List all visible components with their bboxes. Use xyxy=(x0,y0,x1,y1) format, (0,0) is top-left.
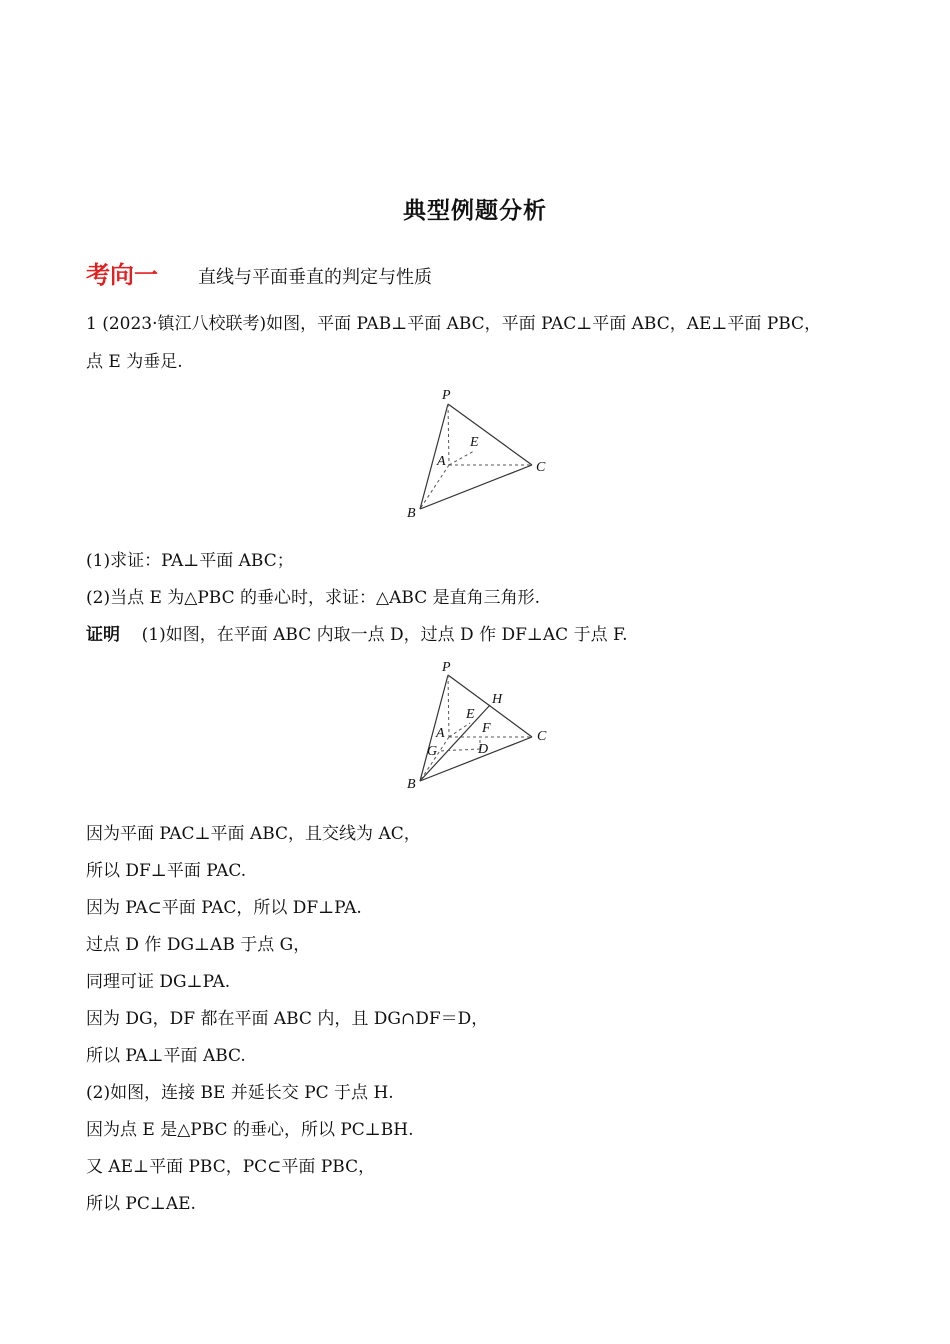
proof-line: 因为点 E 是△PBC 的垂心，所以 PC⊥BH. xyxy=(86,1120,414,1140)
label-A: A xyxy=(437,454,446,469)
proof-line: 所以 PA⊥平面 ABC. xyxy=(86,1046,246,1066)
label-P: P xyxy=(442,660,451,675)
edge-PA xyxy=(448,675,449,737)
label-F: F xyxy=(482,721,491,736)
proof-line: 所以 DF⊥平面 PAC. xyxy=(86,861,247,881)
proof-line: 因为 PA⊂平面 PAC，所以 DF⊥PA. xyxy=(86,898,362,918)
edge-AB xyxy=(420,465,449,509)
segment-DG xyxy=(438,749,480,751)
section-label: 考向一 xyxy=(86,261,158,289)
section-topic: 直线与平面垂直的判定与性质 xyxy=(198,267,432,288)
label-B: B xyxy=(407,506,416,521)
edge-PC xyxy=(448,404,532,465)
label-D: D xyxy=(478,742,489,757)
problem-line-1: 1 (2023·镇江八校联考)如图，平面 PAB⊥平面 ABC，平面 PAC⊥平面 ABC，AE⊥平面 PBC， xyxy=(86,314,822,334)
proof-label: 证明 xyxy=(86,625,120,645)
section-header xyxy=(86,255,586,291)
label-G: G xyxy=(427,744,438,759)
label-E: E xyxy=(470,435,479,450)
proof-line: (2)如图，连接 BE 并延长交 PC 于点 H. xyxy=(86,1083,394,1103)
label-C: C xyxy=(536,460,546,475)
segment-AE xyxy=(449,451,474,465)
label-E: E xyxy=(466,707,475,722)
proof-line: 因为 DG，DF 都在平面 ABC 内，且 DG∩DF＝D， xyxy=(86,1009,489,1029)
proof-line: 同理可证 DG⊥PA. xyxy=(86,972,231,992)
question-1: (1)求证：PA⊥平面 ABC； xyxy=(86,551,294,571)
tetrahedron-figure-1 xyxy=(400,383,560,523)
proof-line: 所以 PC⊥AE. xyxy=(86,1194,196,1214)
question-2: (2)当点 E 为△PBC 的垂心时，求证：△ABC 是直角三角形. xyxy=(86,588,541,608)
page-title: 典型例题分析 xyxy=(403,198,547,224)
label-C: C xyxy=(537,729,547,744)
proof-line: 又 AE⊥平面 PBC，PC⊂平面 PBC， xyxy=(86,1157,376,1177)
problem-line-2: 点 E 为垂足. xyxy=(86,352,183,372)
label-H: H xyxy=(492,692,503,707)
proof-first-line xyxy=(86,624,628,646)
tetrahedron-figure-2 xyxy=(400,655,560,795)
proof-line: 过点 D 作 DG⊥AB 于点 G， xyxy=(86,935,311,955)
proof-first-text: (1)如图，在平面 ABC 内取一点 D，过点 D 作 DF⊥AC 于点 F. xyxy=(141,625,628,645)
label-P: P xyxy=(442,388,451,403)
edge-BC xyxy=(420,465,532,509)
edge-PA xyxy=(448,404,449,465)
proof-line: 因为平面 PAC⊥平面 ABC，且交线为 AC， xyxy=(86,824,421,844)
label-A: A xyxy=(436,726,445,741)
label-B: B xyxy=(407,777,416,792)
